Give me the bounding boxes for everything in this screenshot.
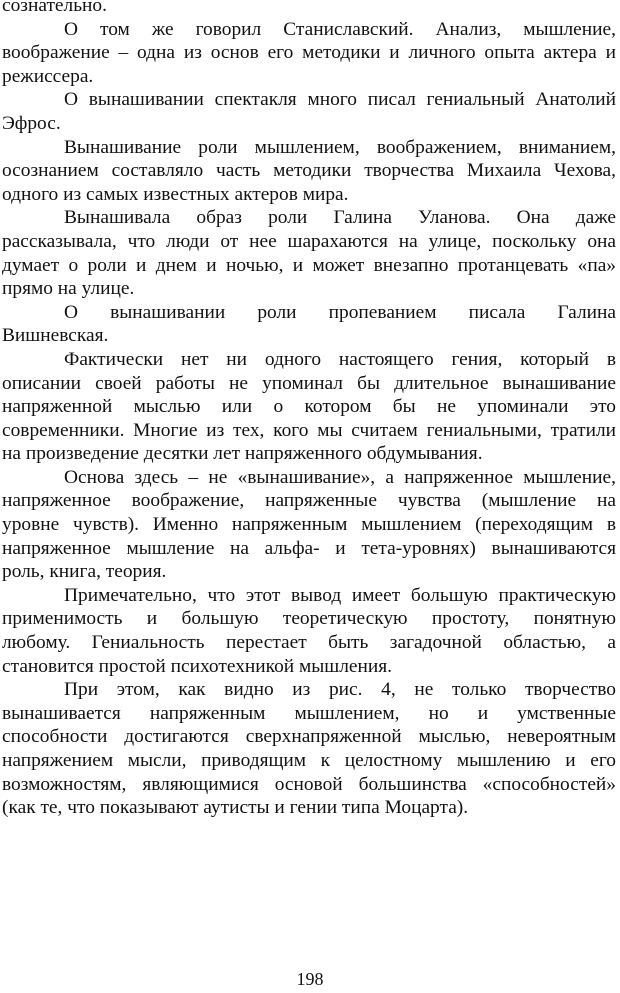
- text-line: Эфрос.: [2, 112, 61, 134]
- page-text: [2, 0, 616, 820]
- text-line: современники. Многие из тех, кого мы считаем гениальными, тратили: [2, 419, 616, 441]
- text-line: осознанием составляло часть методики творчества Михаила Чехова,: [2, 160, 616, 182]
- text-line: одного из самых известных актеров мира.: [2, 183, 349, 205]
- paragraph: [2, 0, 616, 18]
- text-line: воображение – одна из основ его методики и личного опыта актера и: [2, 42, 616, 64]
- text-line: описании своей работы не упоминал бы длительное вынашивание: [2, 372, 616, 394]
- text-line: роль, книга, теория.: [2, 561, 167, 583]
- text-line: (как те, что показывают аутисты и гении типа Моцарта).: [2, 797, 469, 819]
- paragraph: [2, 466, 616, 584]
- text-line: любому. Гениальность перестает быть загадочной областью, а: [2, 632, 616, 654]
- paragraph: [2, 584, 616, 678]
- text-line: Примечательно, что этот вывод имеет большую практическую: [64, 584, 616, 606]
- paragraph: [2, 18, 616, 89]
- text-line: становится простой психотехникой мышления.: [2, 655, 393, 677]
- paragraph: [2, 348, 616, 466]
- text-line: напряженной мыслью или о котором бы не упоминали это: [2, 396, 616, 418]
- text-line: напряженное воображение, напряженные чувства (мышление на: [2, 490, 616, 512]
- text-line: Фактически нет ни одного настоящего гения, который в: [64, 348, 616, 370]
- paragraph: [2, 678, 616, 820]
- text-line: способности достигаются сверхнапряженной мыслью, невероятным: [2, 726, 616, 748]
- text-line: рассказывала, что люди от нее шарахаются на улице, поскольку она: [2, 230, 616, 252]
- text-line: возможностям, являющимися основой большинства «способностей»: [2, 773, 616, 795]
- text-line: О вынашивании роли пропеванием писала Галина: [64, 301, 616, 323]
- paragraph: [2, 301, 616, 348]
- text-line: вынашивается напряженным мышлением, но и умственные: [2, 702, 616, 724]
- text-line: прямо на улице.: [2, 278, 135, 300]
- text-line: При этом, как видно из рис. 4, не только творчество: [64, 679, 616, 701]
- paragraph: [2, 136, 616, 207]
- text-line: применимость и большую теоретическую простоту, понятную: [2, 608, 616, 630]
- page-number: 198: [296, 969, 324, 989]
- paragraph: [2, 206, 616, 300]
- text-line: уровне чувств). Именно напряженным мышлением (переходящим в: [2, 514, 616, 536]
- text-line: напряжением мысли, приводящим к целостному мышлению и его: [2, 750, 616, 771]
- text-line: Вишневская.: [2, 325, 109, 347]
- text-line: Вынашивание роли мышлением, воображением, вниманием,: [64, 136, 616, 158]
- text-line: сознательно.: [2, 0, 107, 16]
- text-line: думает о роли и днем и ночью, и может внезапно протанцевать «па»: [2, 254, 616, 276]
- text-line: О том же говорил Станиславский. Анализ, мышление,: [64, 18, 616, 40]
- text-line: режиссера.: [2, 65, 94, 87]
- text-line: О вынашивании спектакля много писал гениальный Анатолий: [64, 89, 616, 111]
- text-line: на произведение десятки лет напряженного обдумывания.: [2, 443, 483, 465]
- paragraph: [2, 88, 616, 135]
- text-line: Вынашивала образ роли Галина Уланова. Она даже: [64, 207, 616, 229]
- text-line: Основа здесь – не «вынашивание», а напряженное мышление,: [64, 466, 616, 488]
- text-line: напряженное мышление на альфа- и тета-уровнях) вынашиваются: [2, 537, 616, 559]
